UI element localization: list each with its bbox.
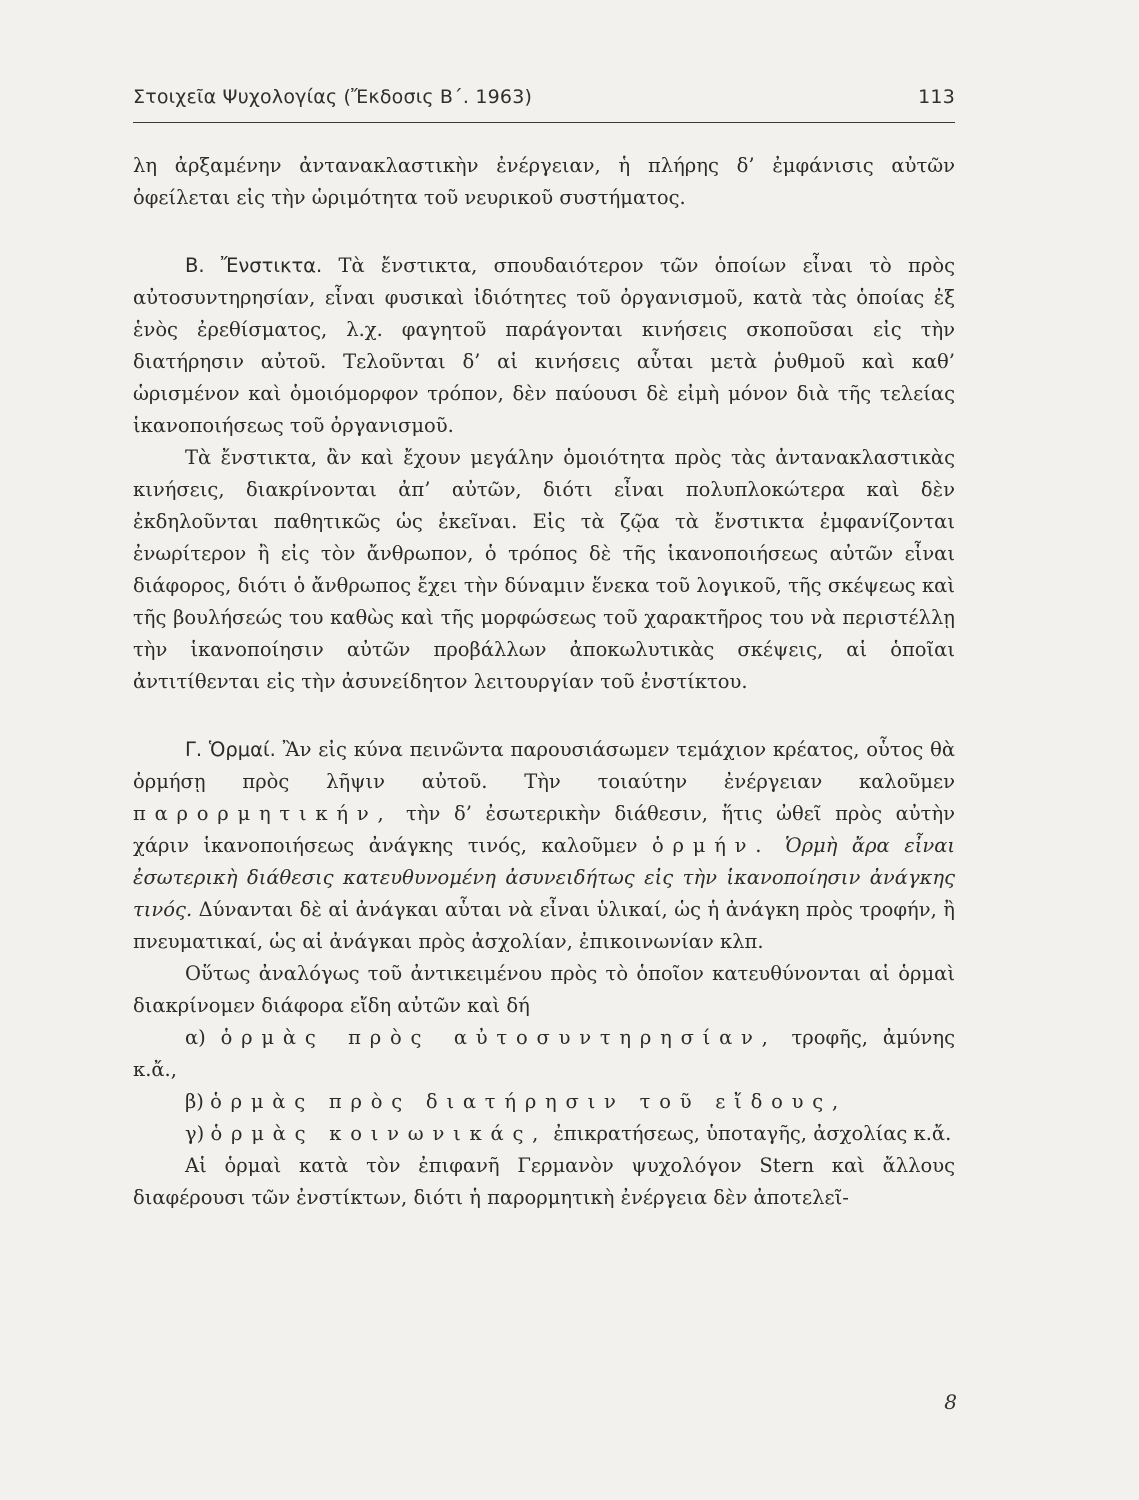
list-marker: α) <box>185 1026 206 1049</box>
term-drive: ὁρμήν. <box>652 834 771 857</box>
list-marker: β) <box>185 1090 204 1113</box>
signature-mark: 8 <box>944 1390 957 1414</box>
paragraph-drives-text-c: Δύνανται δὲ αἱ ἀνάγκαι αὗται νὰ εἶναι ὑλικαί, ὡς ἡ ἀνάγκη πρὸς τροφήν, ἢ πνευματικαί, ὡς αἱ ἀνάγκαι πρὸς ἀσχολίαν, ἐπικοινωνίαν κλπ. <box>133 898 955 953</box>
section-heading-instincts: Β. Ἔνστικτα. <box>185 254 323 277</box>
paragraph-drives-text-b: τὴν δ’ ἐσωτερικὴν διάθεσιν, ἥτις ὠθεῖ πρὸς αὐτὴν χάριν ἱκανοποιήσεως ἀνάγκης τινός, καλοῦμεν <box>133 802 955 857</box>
definition-italic: Ὁρμὴ ἄρα εἶναι ἐσωτερικὴ διάθεσις κατευθυνομένη ἀσυνειδήτως εἰς τὴν ἱκανοποίησιν ἀνάγκης τινός. <box>133 834 956 921</box>
list-marker: γ) <box>185 1122 205 1145</box>
list-term: ὁρμὰς πρὸς διατήρησιν τοῦ εἴδους, <box>210 1090 847 1113</box>
paragraph-drives-text-a: Ἂν εἰς κύνα πεινῶντα παρουσιάσωμεν τεμάχιον κρέατος, οὗτος θὰ ὁρμήσῃ πρὸς λῆψιν αὐτοῦ. Τὴν τοιαύτην ἐνέργειαν καλοῦμεν <box>133 738 956 793</box>
header-title: Στοιχεῖα Ψυχολογίας (Ἔκδοσις Β΄. 1963) <box>133 86 533 108</box>
term-impulsive: παρορμητικήν, <box>133 802 393 825</box>
section-heading-drives: Γ. Ὁρμαί. <box>185 738 276 761</box>
paragraph-1: λη ἀρξαμένην ἀντανακλαστικὴν ἐνέργειαν, ἡ πλήρης δ’ ἐμφάνισις αὐτῶν ὀφείλεται εἰς τὴν ὡριμότητα τοῦ νευρικοῦ συστήματος. <box>133 154 955 209</box>
header-rule <box>133 122 955 123</box>
list-item-b <box>133 1086 955 1118</box>
paragraph-instincts <box>133 250 955 442</box>
list-item-c <box>133 1118 955 1150</box>
paragraph-5: Οὕτως ἀναλόγως τοῦ ἀντικειμένου πρὸς τὸ ὁποῖον κατευθύνονται αἱ ὁρμαὶ διακρίνομεν διάφορα εἴδη αὐτῶν καὶ δή <box>133 962 955 1017</box>
paragraph-drives <box>133 734 955 958</box>
list-rest: ἐπικρατήσεως, ὑποταγῆς, ἀσχολίας κ.ἄ. <box>553 1122 952 1145</box>
paragraph-6: Αἱ ὁρμαὶ κατὰ τὸν ἐπιφανῆ Γερμανὸν ψυχολόγον Stern καὶ ἄλλους διαφέρουσι τῶν ἐνστίκτων, διότι ἡ παρορμητικὴ ἐνέργεια δὲν ἀποτελεῖ- <box>133 1154 955 1209</box>
body-text <box>133 150 955 1214</box>
paragraph-3: Τὰ ἔνστικτα, ἂν καὶ ἔχουν μεγάλην ὁμοιότητα πρὸς τὰς ἀντανακλαστικὰς κινήσεις, διακρίνονται ἀπ’ αὐτῶν, διότι εἶναι πολυπλοκώτερα καὶ δὲν ἐκδηλοῦνται παθητικῶς ὡς ἐκεῖναι. Εἰς τὰ ζῷα τὰ ἔνστικτα ἐμφανίζονται ἐνωρίτερον ἢ εἰς τὸν ἄνθρωπον, ὁ τρόπος δὲ τῆς ἱκανοποιήσεως αὐτῶν εἶναι διάφορος, διότι ὁ ἄνθρωπος ἔχει τὴν δύναμιν ἕνεκα τοῦ λογικοῦ, τῆς σκέψεως καὶ τῆς βουλήσεώς του καθὼς καὶ τῆς μορφώσεως τοῦ χαρακτῆρος του νὰ περιστέλλῃ τὴν ἱκανοποίησιν αὐτῶν προβάλλων ἀποκωλυτικὰς σκέψεις, αἱ ὁποῖαι ἀντιτίθενται εἰς τὴν ἀσυνείδητον λειτουργίαν τοῦ ἐνστίκτου. <box>133 446 955 693</box>
list-item-a <box>133 1022 955 1086</box>
list-term: ὁρμὰς πρὸς αὐτοσυντηρησίαν, <box>220 1026 777 1049</box>
paragraph-instincts-text: Τὰ ἔνστικτα, σπουδαιότερον τῶν ὁποίων εἶναι τὸ πρὸς αὐτοσυντηρησίαν, εἶναι φυσικαὶ ἰδιότητες τοῦ ὀργανισμοῦ, κατὰ τὰς ὁποίας ἐξ ἑνὸς ἐρεθίσματος, λ.χ. φαγητοῦ παράγονται κινήσεις σκοποῦσαι εἰς τὴν διατήρησιν αὐτοῦ. Τελοῦνται δ’ αἱ κινήσεις αὗται μετὰ ῥυθμοῦ καὶ καθ’ ὡρισμένον καὶ ὁμοιόμορφον τρόπον, δὲν παύουσι δὲ εἰμὴ μόνον διὰ τῆς τελείας ἱκανοποιήσεως τοῦ ὀργανισμοῦ. <box>133 254 955 437</box>
list-rest: τροφῆς, ἀμύνης κ.ἄ., <box>133 1026 955 1081</box>
list-term: ὁρμὰς κοινωνικάς, <box>210 1122 548 1145</box>
page-number: 113 <box>918 86 955 108</box>
running-header <box>133 86 955 118</box>
